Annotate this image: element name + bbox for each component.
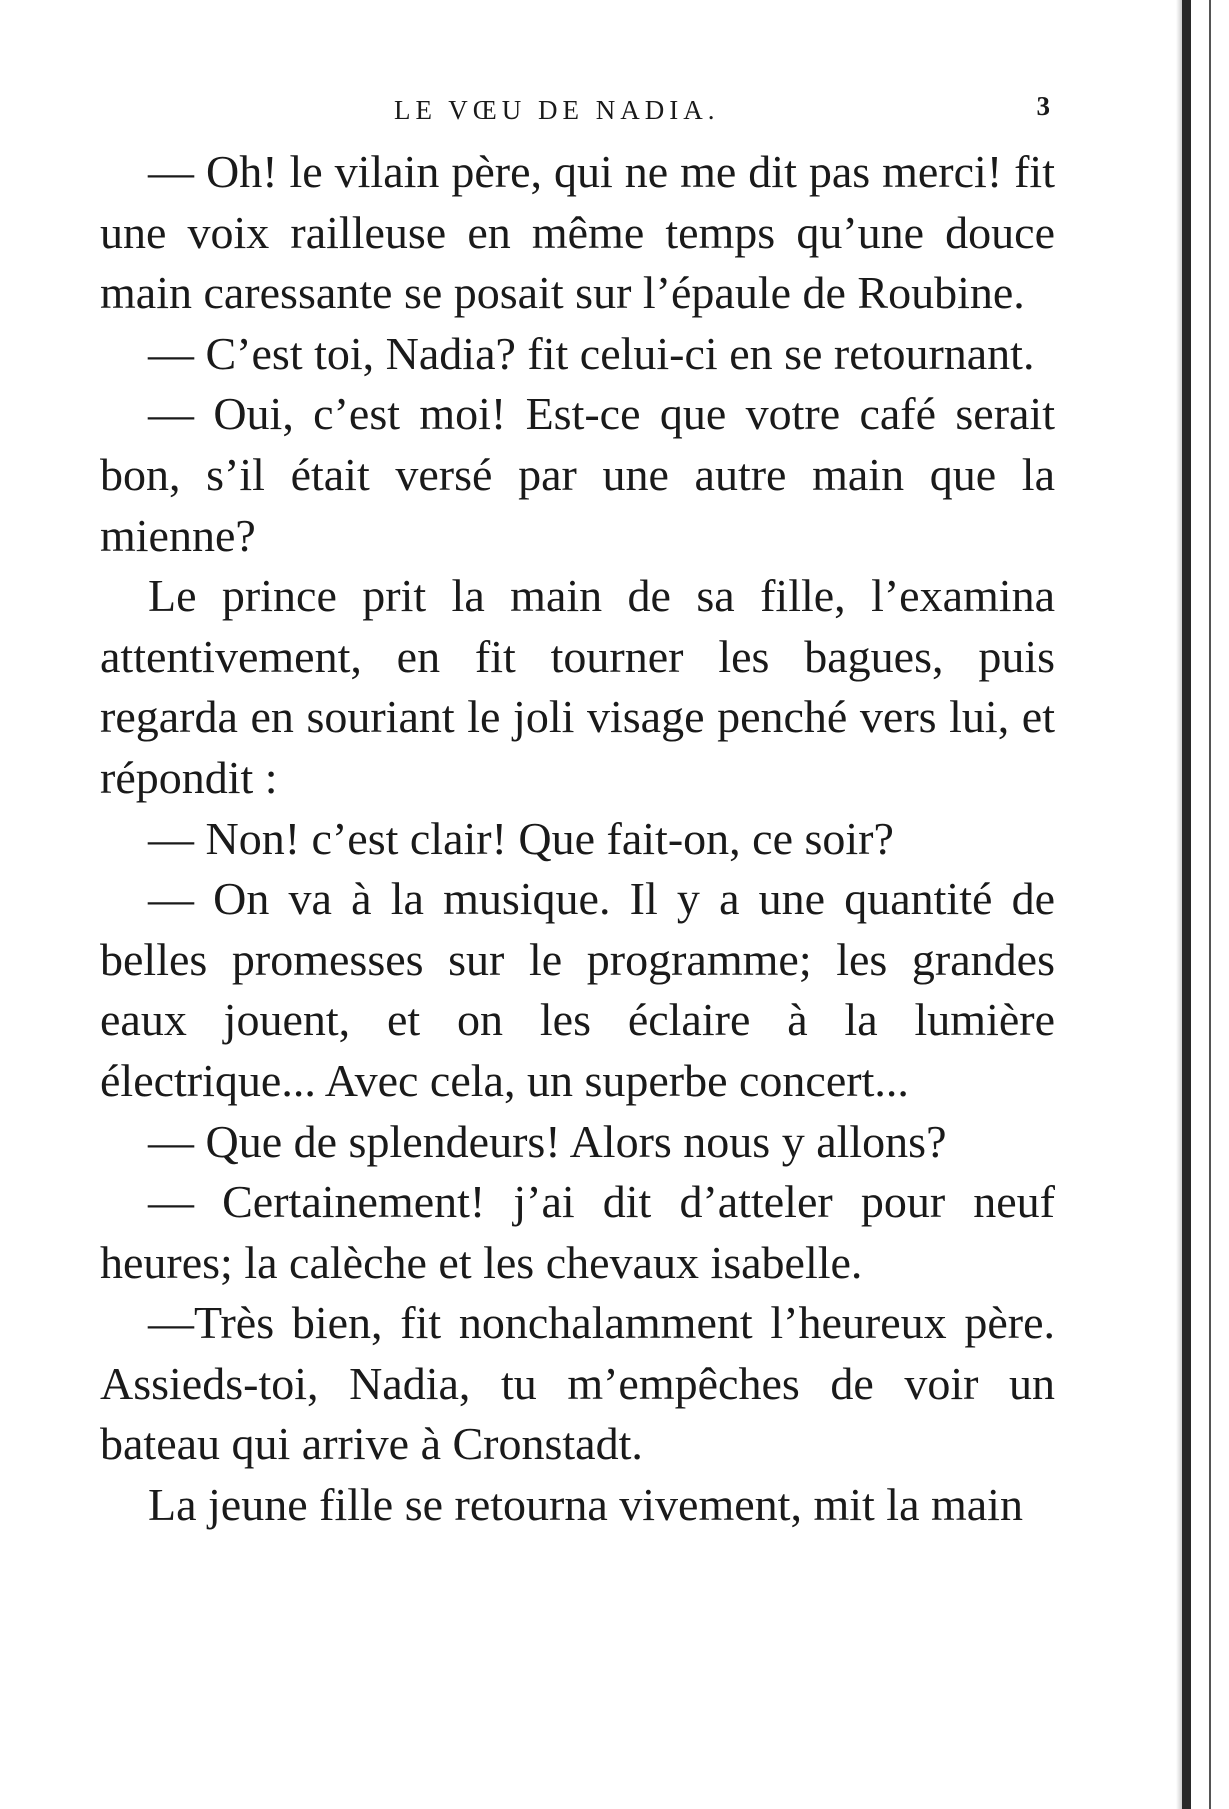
page-number: 3 bbox=[1036, 91, 1050, 121]
running-title: LE VŒU DE NADIA. bbox=[394, 95, 720, 125]
paragraph: — C’est toi, Nadia? fit celui-ci en se retournant. bbox=[148, 327, 1035, 379]
paragraph: — Oh! le vilain père, qui ne me dit pas merci! fit une voix railleuse en même temps qu’une douce main caressante se posait sur l’épaule de Roubine. bbox=[100, 146, 1055, 319]
paragraph: — Que de splendeurs! Alors nous y allons? bbox=[148, 1115, 947, 1167]
paragraph: —Très bien, fit nonchalamment l’heureux père. Assieds-toi, Nadia, tu m’empêches de voir un bateau qui arrive à Cronstadt. bbox=[100, 1297, 1055, 1470]
paragraph: — Oui, c’est moi! Est-ce que votre café serait bon, s’il était versé par une autre main que la mienne? bbox=[100, 388, 1055, 561]
paragraph: — Certainement! j’ai dit d’atteler pour neuf heures; la calèche et les chevaux isabelle. bbox=[100, 1176, 1055, 1288]
paragraph: — Non! c’est clair! Que fait-on, ce soir? bbox=[148, 812, 894, 864]
page-edge-thin-line bbox=[1209, 0, 1211, 1809]
paragraph: — On va à la musique. Il y a une quantité de belles promesses sur le programme; les grandes eaux jouent, et on les éclaire à la lumière électrique... Avec cela, un superbe concert... bbox=[100, 873, 1055, 1106]
page-header bbox=[100, 91, 1060, 135]
paragraph: La jeune fille se retourna vivement, mit la main bbox=[148, 1479, 1023, 1531]
paragraph: Le prince prit la main de sa fille, l’examina attentivement, en fit tourner les bagues, puis regarda en souriant le joli visage penché vers lui, et répondit : bbox=[100, 570, 1055, 803]
text-body bbox=[100, 142, 1055, 1536]
page-edge-line bbox=[1182, 0, 1191, 1809]
